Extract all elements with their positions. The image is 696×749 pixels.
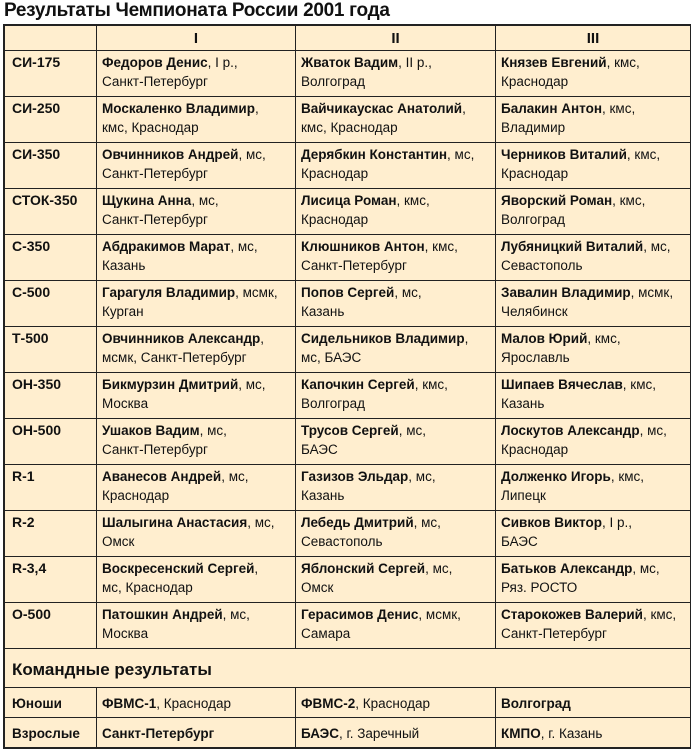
result-row — [5, 327, 691, 373]
athlete-rank: , мс, — [398, 423, 427, 438]
athlete-rank: , мс, — [222, 607, 250, 622]
athlete-rank: , — [464, 331, 469, 346]
athlete-name: Капочкин Сергей — [301, 377, 415, 392]
athlete-rank: , кмс, — [424, 239, 458, 254]
athlete-city: Краснодар — [501, 166, 569, 181]
athlete-name: Батьков Александр — [501, 561, 633, 576]
place-2-cell — [296, 235, 496, 281]
place-1-cell — [97, 557, 296, 603]
place-2-cell — [296, 465, 496, 511]
athlete-name: Гарагуля Владимир — [102, 285, 236, 300]
athlete-city: Самара — [301, 626, 351, 641]
place-3-cell — [496, 143, 691, 189]
athlete-rank: , мсмк, — [418, 607, 461, 622]
athlete-name: Москаленко Владимир — [102, 101, 255, 116]
place-2-cell — [296, 511, 496, 557]
place-3-cell — [496, 281, 691, 327]
class-cell: R-2 — [5, 511, 97, 557]
athlete-name: Малов Юрий — [501, 331, 588, 346]
place-2-cell — [296, 327, 496, 373]
athlete-name: Черников Виталий — [501, 147, 627, 162]
athlete-city: Волгоград — [501, 212, 566, 227]
athlete-name: Трусов Сергей — [301, 423, 399, 438]
athlete-city: Санкт-Петербург — [102, 166, 208, 181]
team-place-2-cell — [296, 688, 496, 718]
athlete-name: Лебедь Дмитрий — [301, 515, 414, 530]
athlete-rank: , кмс, — [612, 193, 646, 208]
result-row — [5, 281, 691, 327]
team-heading-row — [5, 649, 691, 688]
athlete-name: Газизов Эльдар — [301, 469, 409, 484]
athlete-rank: , кмс, — [396, 193, 430, 208]
place-1-cell — [97, 51, 296, 97]
team-category-cell: Юноши — [5, 688, 97, 718]
athlete-rank: , мс, — [238, 377, 266, 392]
athlete-rank: , кмс, — [622, 377, 656, 392]
place-3-cell — [496, 419, 691, 465]
athlete-rank: , — [260, 331, 265, 346]
team-city: , г. Казань — [540, 726, 603, 741]
place-2-cell — [296, 189, 496, 235]
athlete-rank: , — [254, 561, 259, 576]
athlete-name: Вайчикаускас Анатолий — [301, 101, 463, 116]
athlete-city: Казань — [501, 396, 545, 411]
athlete-name: Бикмурзин Дмитрий — [102, 377, 239, 392]
team-city: , Краснодар — [156, 696, 231, 711]
team-name: ФВМС-2 — [301, 696, 356, 711]
athlete-city: мс, Краснодар — [102, 580, 193, 595]
athlete-city: Омск — [301, 580, 334, 595]
athlete-rank: , мсмк, — [235, 285, 278, 300]
athlete-rank: , II р., — [398, 55, 432, 70]
athlete-city: Липецк — [501, 488, 546, 503]
athlete-rank: , мс, — [394, 285, 422, 300]
athlete-name: Абдракимов Марат — [102, 239, 231, 254]
athlete-name: Яворский Роман — [501, 193, 613, 208]
athlete-name: Князев Евгений — [501, 55, 607, 70]
athlete-city: Краснодар — [301, 166, 369, 181]
team-name: Волгоград — [501, 696, 571, 711]
athlete-name: Клюшников Антон — [301, 239, 425, 254]
athlete-rank: , I р., — [207, 55, 238, 70]
place-2-cell — [296, 281, 496, 327]
athlete-city: Волгоград — [301, 396, 366, 411]
header-place-1: I — [97, 26, 296, 51]
place-1-cell — [97, 373, 296, 419]
team-category-cell: Взрослые — [5, 718, 97, 748]
class-cell: С-350 — [5, 235, 97, 281]
place-1-cell — [97, 97, 296, 143]
team-place-3-cell — [496, 718, 691, 748]
athlete-city: Санкт-Петербург — [102, 74, 208, 89]
header-place-3: III — [496, 26, 691, 51]
athlete-city: Краснодар — [301, 212, 369, 227]
place-3-cell — [496, 189, 691, 235]
athlete-city: Севастополь — [501, 258, 583, 273]
athlete-city: Казань — [301, 304, 345, 319]
athlete-rank: , мс, — [199, 423, 227, 438]
athlete-name: Лубяницкий Виталий — [501, 239, 644, 254]
class-cell: R-1 — [5, 465, 97, 511]
athlete-name: Балакин Антон — [501, 101, 602, 116]
athlete-name: Ушаков Вадим — [102, 423, 200, 438]
athlete-rank: , кмс, — [414, 377, 448, 392]
athlete-rank: , кмс, — [587, 331, 621, 346]
result-row — [5, 465, 691, 511]
athlete-name: Старокожев Валерий — [501, 607, 643, 622]
result-row — [5, 603, 691, 649]
athlete-rank: , мс, — [230, 239, 258, 254]
place-1-cell — [97, 143, 296, 189]
athlete-rank: , мс, — [413, 515, 441, 530]
result-row — [5, 189, 691, 235]
athlete-city: Санкт-Петербург — [102, 212, 208, 227]
athlete-rank: , — [462, 101, 466, 116]
athlete-city: Казань — [102, 258, 146, 273]
athlete-city: Санкт-Петербург — [301, 258, 407, 273]
athlete-city: Москва — [102, 626, 149, 641]
athlete-name: Воскресенский Сергей — [102, 561, 255, 576]
result-row — [5, 511, 691, 557]
class-cell: ОН-350 — [5, 373, 97, 419]
place-1-cell — [97, 281, 296, 327]
team-place-2-cell — [296, 718, 496, 748]
athlete-city: Казань — [301, 488, 345, 503]
athlete-name: Попов Сергей — [301, 285, 395, 300]
athlete-city: мс, БАЭС — [301, 350, 362, 365]
place-3-cell — [496, 511, 691, 557]
athlete-city: мсмк, Санкт-Петербург — [102, 350, 247, 365]
athlete-name: Завалин Владимир — [501, 285, 631, 300]
result-row — [5, 419, 691, 465]
athlete-rank: , кмс, — [626, 147, 661, 162]
athlete-name: Герасимов Денис — [301, 607, 419, 622]
athlete-rank: , мс, — [191, 193, 219, 208]
athlete-city: БАЭС — [501, 534, 538, 549]
header-place-2: II — [296, 26, 496, 51]
team-place-3-cell — [496, 688, 691, 718]
team-heading: Командные результаты — [5, 649, 691, 688]
athlete-city: Краснодар — [102, 488, 170, 503]
athlete-city: Омск — [102, 534, 135, 549]
class-cell: СТОК-350 — [5, 189, 97, 235]
athlete-rank: , мс, — [643, 239, 671, 254]
result-row — [5, 97, 691, 143]
place-3-cell — [496, 603, 691, 649]
place-2-cell — [296, 373, 496, 419]
place-3-cell — [496, 51, 691, 97]
header-row — [5, 26, 691, 51]
athlete-city: Севастополь — [301, 534, 383, 549]
athlete-name: Жваток Вадим — [301, 55, 399, 70]
team-place-1-cell — [97, 718, 296, 748]
class-cell: СИ-250 — [5, 97, 97, 143]
class-cell: R-3,4 — [5, 557, 97, 603]
athlete-city: Владимир — [501, 120, 566, 135]
athlete-city: БАЭС — [301, 442, 338, 457]
place-2-cell — [296, 419, 496, 465]
place-1-cell — [97, 235, 296, 281]
place-3-cell — [496, 557, 691, 603]
athlete-name: Патошкин Андрей — [102, 607, 223, 622]
place-3-cell — [496, 465, 691, 511]
place-2-cell — [296, 51, 496, 97]
athlete-name: Лоскутов Александр — [501, 423, 640, 438]
athlete-name: Шалыгина Анастасия — [102, 515, 248, 530]
athlete-rank: , мс, — [447, 147, 475, 162]
place-2-cell — [296, 97, 496, 143]
athlete-city: Челябинск — [501, 304, 568, 319]
class-cell: С-500 — [5, 281, 97, 327]
place-2-cell — [296, 557, 496, 603]
class-cell: СИ-175 — [5, 51, 97, 97]
athlete-city: Краснодар — [501, 74, 569, 89]
team-city: , Краснодар — [355, 696, 430, 711]
athlete-city: Волгоград — [301, 74, 366, 89]
athlete-city: кмс, Краснодар — [102, 120, 199, 135]
athlete-city: Ярославль — [501, 350, 570, 365]
athlete-name: Аванесов Андрей — [102, 469, 222, 484]
team-city: , г. Заречный — [338, 726, 420, 741]
header-class-cell — [5, 26, 97, 51]
athlete-name: Шипаев Вячеслав — [501, 377, 623, 392]
place-1-cell — [97, 327, 296, 373]
athlete-city: Ряз. РОСТО — [501, 580, 578, 595]
athlete-city: Санкт-Петербург — [501, 626, 607, 641]
result-row — [5, 373, 691, 419]
place-1-cell — [97, 465, 296, 511]
result-row — [5, 143, 691, 189]
athlete-name: Федоров Денис — [102, 55, 208, 70]
athlete-name: Яблонский Сергей — [301, 561, 426, 576]
athlete-name: Дерябкин Константин — [301, 147, 448, 162]
team-row — [5, 688, 691, 718]
team-name: КМПО — [501, 726, 541, 741]
athlete-rank: , мсмк, — [630, 285, 674, 300]
athlete-rank: , мс, — [247, 515, 275, 530]
athlete-name: Лисица Роман — [301, 193, 397, 208]
athlete-city: кмс, Краснодар — [301, 120, 398, 135]
place-1-cell — [97, 603, 296, 649]
place-3-cell — [496, 235, 691, 281]
athlete-rank: , кмс, — [642, 607, 677, 622]
place-1-cell — [97, 189, 296, 235]
team-place-1-cell — [97, 688, 296, 718]
athlete-rank: , мс, — [221, 469, 249, 484]
athlete-rank: , мс, — [425, 561, 453, 576]
athlete-city: Краснодар — [501, 442, 569, 457]
athlete-rank: , мс, — [408, 469, 436, 484]
team-name: Санкт-Петербург — [102, 726, 215, 741]
athlete-rank: , кмс, — [606, 55, 640, 70]
athlete-name: Овчинников Александр — [102, 331, 261, 346]
athlete-rank: , — [254, 101, 259, 116]
athlete-rank: , I р., — [601, 515, 632, 530]
athlete-name: Долженко Игорь — [501, 469, 611, 484]
place-2-cell — [296, 603, 496, 649]
page-title: Результаты Чемпионата России 2001 года — [4, 0, 390, 21]
athlete-city: Курган — [102, 304, 144, 319]
class-cell: О-500 — [5, 603, 97, 649]
athlete-name: Сидельников Владимир — [301, 331, 465, 346]
team-name: БАЭС — [301, 726, 339, 741]
place-2-cell — [296, 143, 496, 189]
results-table-frame — [3, 24, 691, 749]
athlete-rank: , мс, — [632, 561, 660, 576]
athlete-city: Санкт-Петербург — [102, 442, 208, 457]
class-cell: ОН-500 — [5, 419, 97, 465]
athlete-rank: , кмс, — [602, 101, 636, 116]
results-table — [4, 25, 691, 748]
athlete-rank: , мс, — [238, 147, 266, 162]
team-name: ФВМС-1 — [102, 696, 157, 711]
athlete-rank: , мс, — [639, 423, 667, 438]
result-row — [5, 235, 691, 281]
class-cell: Т-500 — [5, 327, 97, 373]
athlete-name: Овчинников Андрей — [102, 147, 239, 162]
athlete-name: Щукина Анна — [102, 193, 192, 208]
place-3-cell — [496, 373, 691, 419]
place-1-cell — [97, 419, 296, 465]
place-1-cell — [97, 511, 296, 557]
place-3-cell — [496, 327, 691, 373]
place-3-cell — [496, 97, 691, 143]
athlete-name: Сивков Виктор — [501, 515, 602, 530]
result-row — [5, 557, 691, 603]
athlete-rank: , кмс, — [610, 469, 645, 484]
athlete-city: Москва — [102, 396, 149, 411]
class-cell: СИ-350 — [5, 143, 97, 189]
result-row — [5, 51, 691, 97]
team-row — [5, 718, 691, 748]
